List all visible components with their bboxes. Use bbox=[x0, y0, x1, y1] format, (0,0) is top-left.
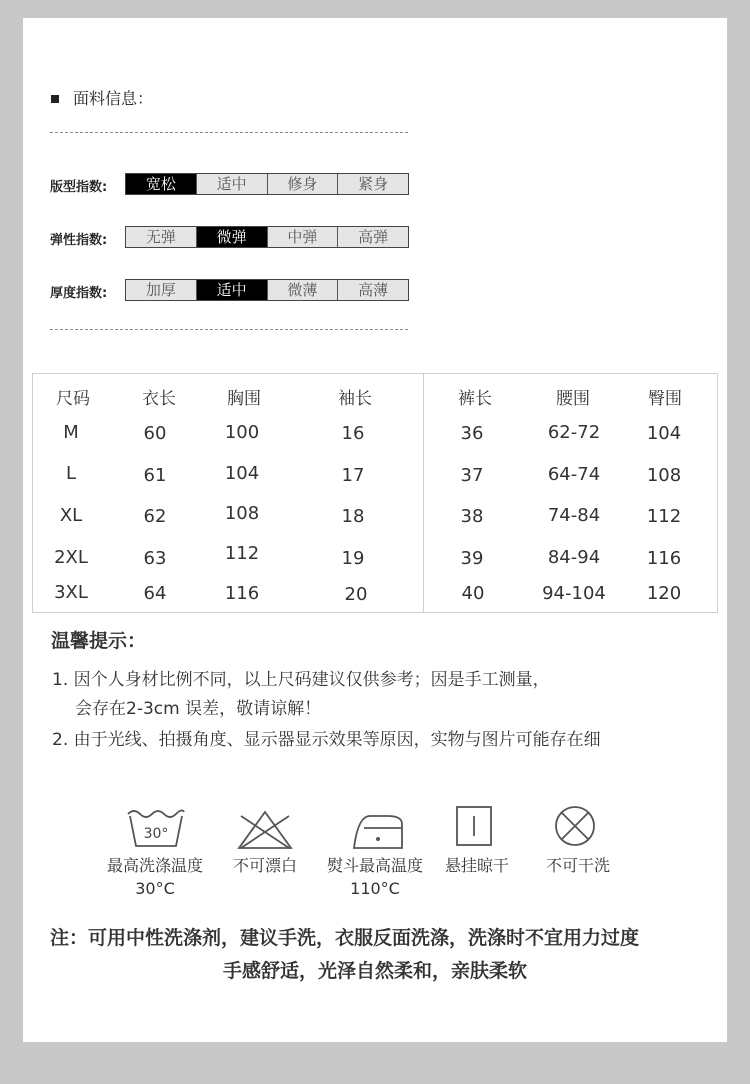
size-header: 袖长 bbox=[338, 389, 372, 409]
size-cell: 74-84 bbox=[547, 505, 601, 526]
size-cell: 60 bbox=[143, 423, 167, 444]
size-cell: M bbox=[63, 422, 79, 443]
size-cell: 20 bbox=[344, 584, 368, 605]
size-header: 裤长 bbox=[458, 389, 492, 409]
size-header: 腰围 bbox=[556, 389, 590, 409]
size-cell: 39 bbox=[460, 548, 484, 569]
hang-dry-icon bbox=[444, 804, 504, 850]
elasticity-option: 无弹 bbox=[126, 227, 196, 247]
size-cell: L bbox=[65, 463, 77, 484]
fit-index-scale bbox=[125, 173, 409, 195]
care-note-line: 手感舒适，光泽自然柔和，亲肤柔软 bbox=[222, 960, 527, 982]
care-label: 熨斗最高温度 bbox=[326, 856, 423, 875]
size-cell: XL bbox=[59, 505, 83, 526]
thickness-option: 加厚 bbox=[126, 280, 196, 300]
size-cell: 62-72 bbox=[547, 422, 601, 443]
elasticity-option: 高弹 bbox=[337, 227, 408, 247]
size-cell: 40 bbox=[461, 583, 485, 604]
care-label: 最高洗涤温度 bbox=[106, 856, 203, 875]
size-cell: 120 bbox=[646, 583, 682, 604]
bullet-square bbox=[51, 95, 59, 103]
elasticity-index-scale bbox=[125, 226, 409, 248]
thickness-option: 微薄 bbox=[267, 280, 338, 300]
size-cell: 108 bbox=[224, 503, 260, 524]
size-table-divider bbox=[423, 373, 424, 613]
thickness-index-label: 厚度指数: bbox=[50, 286, 108, 301]
elasticity-option: 微弹 bbox=[196, 227, 267, 247]
size-cell: 2XL bbox=[54, 547, 88, 568]
size-header: 衣长 bbox=[142, 389, 176, 409]
size-cell: 112 bbox=[646, 506, 682, 527]
thickness-option: 高薄 bbox=[337, 280, 408, 300]
size-cell: 18 bbox=[341, 506, 365, 527]
size-cell: 100 bbox=[224, 422, 260, 443]
size-cell: 108 bbox=[646, 465, 682, 486]
size-cell: 63 bbox=[143, 548, 167, 569]
size-cell: 94-104 bbox=[542, 583, 606, 604]
care-note-line: 注：可用中性洗涤剂，建议手洗，衣服反面洗涤，洗涤时不宜用力过度 bbox=[50, 927, 640, 949]
care-sublabel: 110°C bbox=[350, 879, 400, 898]
care-label: 悬挂晾干 bbox=[444, 856, 509, 875]
size-cell: 38 bbox=[460, 506, 484, 527]
thickness-index-scale bbox=[125, 279, 409, 301]
size-cell: 112 bbox=[224, 543, 260, 564]
dashed-divider bbox=[50, 329, 408, 330]
elasticity-option: 中弹 bbox=[267, 227, 338, 247]
no-dry-clean-icon bbox=[545, 804, 605, 850]
dashed-divider bbox=[50, 132, 408, 133]
fabric-info-title: 面料信息： bbox=[73, 89, 154, 108]
tip-line: 1. 因个人身材比例不同，以上尺码建议仅供参考；因是手工测量， bbox=[52, 670, 550, 690]
size-header: 胸围 bbox=[227, 389, 261, 409]
tip-line: 会存在2-3cm 误差，敬请谅解！ bbox=[75, 699, 322, 719]
tip-line: 2. 由于光线、拍摄角度、显示器显示效果等原因，实物与图片可能存在细 bbox=[52, 730, 601, 750]
wash-30-icon bbox=[126, 806, 186, 852]
tips-title: 温馨提示： bbox=[51, 630, 147, 652]
fit-index-label: 版型指数: bbox=[50, 180, 108, 195]
fit-option: 修身 bbox=[267, 174, 338, 194]
size-cell: 61 bbox=[143, 465, 167, 486]
size-cell: 64 bbox=[143, 583, 167, 604]
size-cell: 36 bbox=[460, 423, 484, 444]
wash-temp-text: 30° bbox=[143, 826, 169, 842]
care-label: 不可干洗 bbox=[545, 856, 610, 875]
size-cell: 19 bbox=[341, 548, 365, 569]
size-cell: 16 bbox=[341, 423, 365, 444]
size-cell: 62 bbox=[143, 506, 167, 527]
size-cell: 116 bbox=[224, 583, 260, 604]
size-table bbox=[32, 373, 718, 613]
no-bleach-icon bbox=[235, 808, 295, 854]
fit-option: 适中 bbox=[196, 174, 267, 194]
size-cell: 3XL bbox=[54, 582, 88, 603]
iron-110-icon bbox=[348, 808, 408, 854]
size-cell: 104 bbox=[224, 463, 260, 484]
fit-option: 宽松 bbox=[126, 174, 196, 194]
fit-option: 紧身 bbox=[337, 174, 408, 194]
size-header: 臀围 bbox=[648, 389, 682, 409]
size-cell: 116 bbox=[646, 548, 682, 569]
product-info-card bbox=[23, 18, 727, 1042]
size-cell: 17 bbox=[341, 465, 365, 486]
elasticity-index-label: 弹性指数: bbox=[50, 233, 108, 248]
size-cell: 37 bbox=[460, 465, 484, 486]
size-cell: 84-94 bbox=[547, 547, 601, 568]
thickness-option: 适中 bbox=[196, 280, 267, 300]
care-sublabel: 30°C bbox=[135, 879, 175, 898]
size-cell: 64-74 bbox=[547, 464, 601, 485]
size-cell: 104 bbox=[646, 423, 682, 444]
care-label: 不可漂白 bbox=[232, 856, 297, 875]
size-header: 尺码 bbox=[56, 389, 90, 409]
